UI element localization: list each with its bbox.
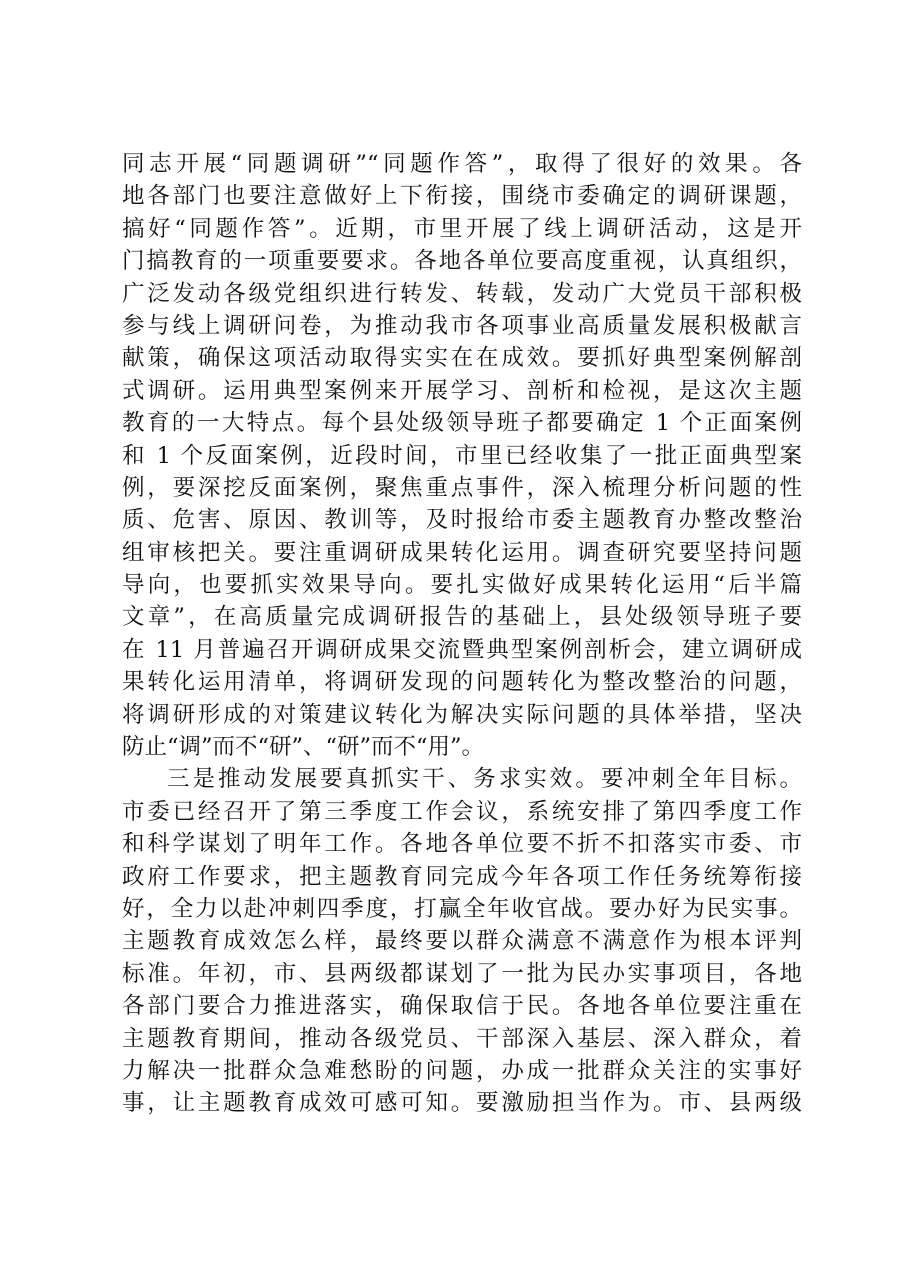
text-line: 地各部门也要注意做好上下衔接，围绕市委确定的调研课题， bbox=[122, 183, 802, 210]
text-line: 和 1 个反面案例，近段时间，市里已经收集了一批正面典型案 bbox=[122, 442, 802, 469]
paragraph-first-line: 三是推动发展要真抓实干、务求实效。要冲刺全年目标。 bbox=[167, 766, 802, 793]
text-line: 献策，确保这项活动取得实实在在成效。要抓好典型案例解剖 bbox=[122, 345, 802, 372]
text-line: 力解决一批群众急难愁盼的问题，办成一批群众关注的实事好 bbox=[122, 1057, 802, 1084]
text-line: 主题教育成效怎么样，最终要以群众满意不满意作为根本评判 bbox=[122, 928, 802, 955]
paragraph-last-line: 防止“调”而不“研”、“研”而不“用”。 bbox=[122, 734, 485, 761]
body-text bbox=[122, 148, 802, 1120]
text-line: 文章”，在高质量完成调研报告的基础上，县处级领导班子要 bbox=[122, 604, 802, 631]
text-line: 标准。年初，市、县两级都谋划了一批为民办实事项目，各地 bbox=[122, 960, 802, 987]
text-line: 质、危害、原因、教训等，及时报给市委主题教育办整改整治 bbox=[122, 507, 802, 534]
text-line: 门搞教育的一项重要要求。各地各单位要高度重视，认真组织， bbox=[122, 248, 802, 275]
text-line: 政府工作要求，把主题教育同完成今年各项工作任务统筹衔接 bbox=[122, 863, 802, 890]
text-line: 果转化运用清单，将调研发现的问题转化为整改整治的问题， bbox=[122, 669, 802, 696]
text-line: 参与线上调研问卷，为推动我市各项事业高质量发展积极献言 bbox=[122, 312, 802, 339]
text-line: 例，要深挖反面案例，聚焦重点事件，深入梳理分析问题的性 bbox=[122, 474, 802, 501]
text-line: 式调研。运用典型案例来开展学习、剖析和检视，是这次主题 bbox=[122, 377, 802, 404]
text-line: 在 11 月普遍召开调研成果交流暨典型案例剖析会，建立调研成 bbox=[122, 636, 802, 663]
text-line: 将调研形成的对策建议转化为解决实际问题的具体举措，坚决 bbox=[122, 701, 802, 728]
text-line: 同志开展“同题调研”“同题作答”，取得了很好的效果。各 bbox=[122, 151, 802, 177]
text-line: 搞好“同题作答”。近期，市里开展了线上调研活动，这是开 bbox=[122, 215, 802, 242]
text-line: 主题教育期间，推动各级党员、干部深入基层、深入群众，着 bbox=[122, 1025, 802, 1052]
text-line: 各部门要合力推进落实，确保取信于民。各地各单位要注重在 bbox=[122, 993, 802, 1020]
text-line: 组审核把关。要注重调研成果转化运用。调查研究要坚持问题 bbox=[122, 539, 802, 566]
text-line: 教育的一大特点。每个县处级领导班子都要确定 1 个正面案例 bbox=[122, 410, 802, 437]
text-line: 导向，也要抓实效果导向。要扎实做好成果转化运用“后半篇 bbox=[122, 572, 802, 599]
text-line: 事，让主题教育成效可感可知。要激励担当作为。市、县两级 bbox=[122, 1090, 802, 1117]
text-line: 好，全力以赴冲刺四季度，打赢全年收官战。要办好为民实事。 bbox=[122, 895, 802, 922]
text-line: 市委已经召开了第三季度工作会议，系统安排了第四季度工作 bbox=[122, 798, 802, 825]
text-line: 广泛发动各级党组织进行转发、转载，发动广大党员干部积极 bbox=[122, 280, 802, 307]
text-line: 和科学谋划了明年工作。各地各单位要不折不扣落实市委、市 bbox=[122, 831, 802, 858]
